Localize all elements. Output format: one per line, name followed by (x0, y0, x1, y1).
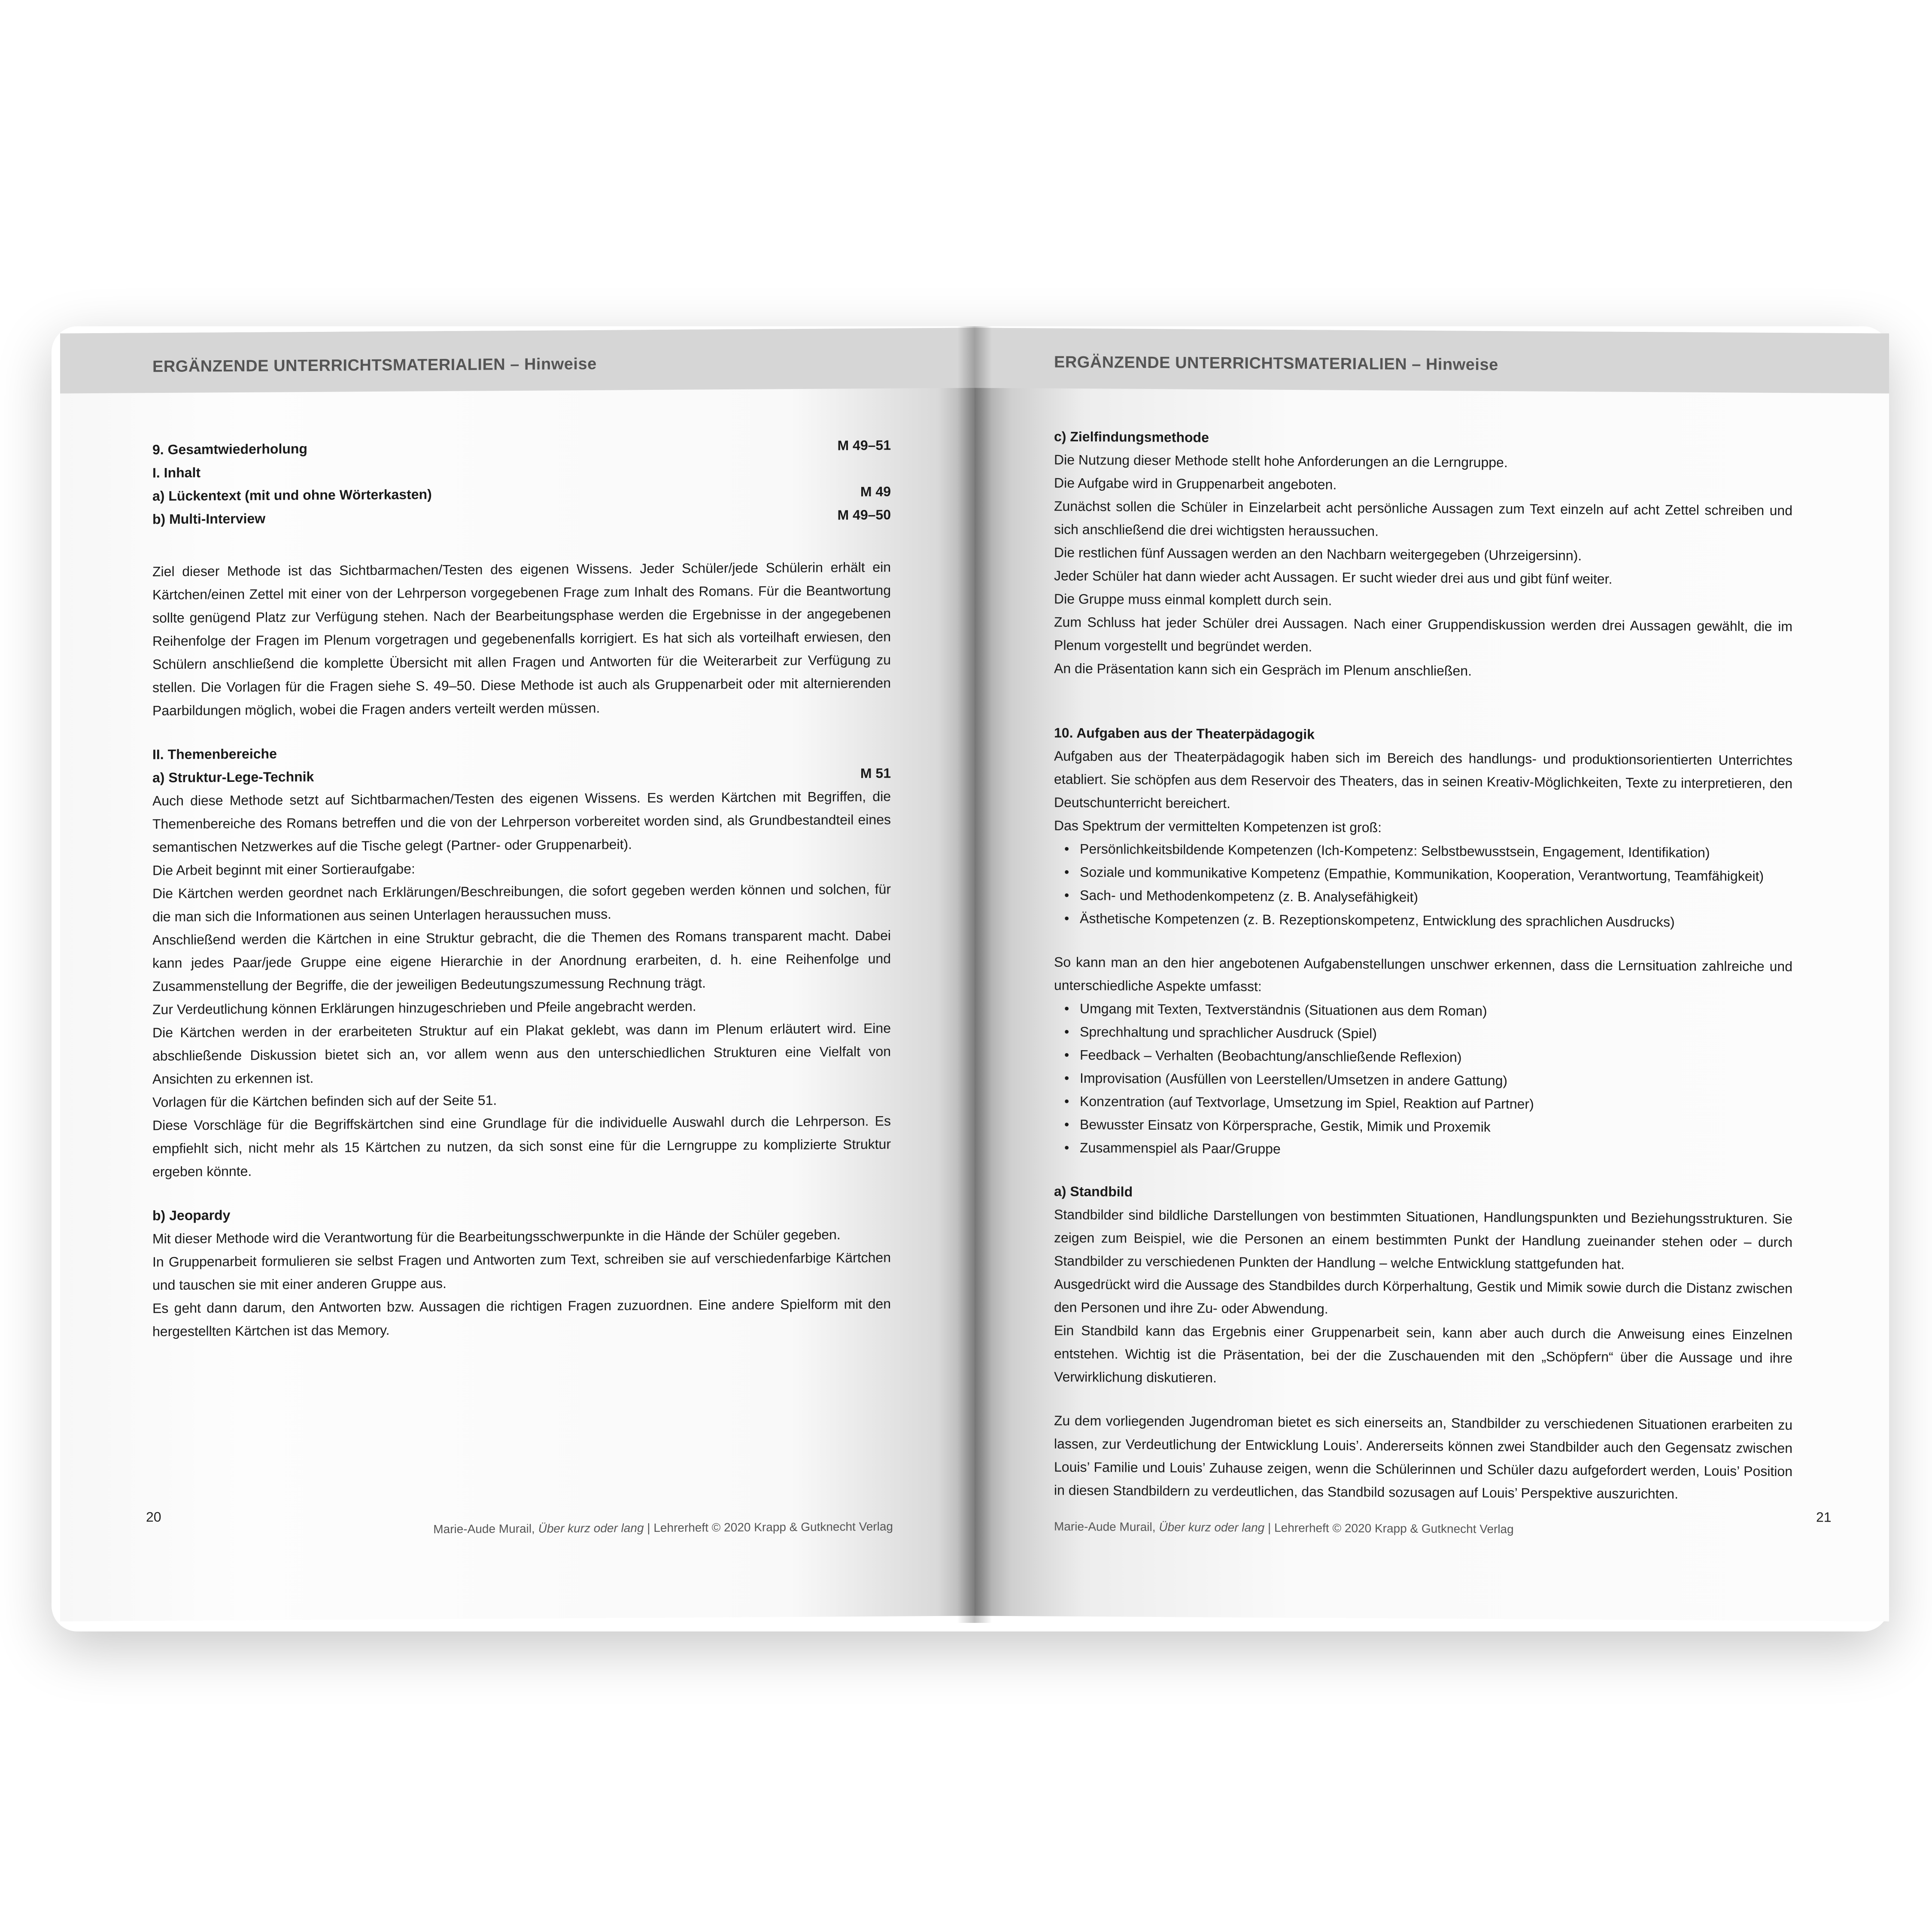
struktur-line: Diese Vorschläge für die Begriffskärtchen sind eine Grundlage für die individuelle Auswahl durch die Lehrperson. Es empfiehlt sich, nicht mehr als 15 Kärtchen zu nutzen, da sich sonst eine für die Lerngruppe zu komplizierte Struktur ergeben könnte. (152, 1113, 891, 1180)
zielfindung-line: Zunächst sollen die Schüler in Einzelarbeit acht persönliche Aussagen zum Text einzeln auf acht Zettel schreiben und sich anschließend die drei wichtigsten heraussuchen. (1054, 498, 1792, 539)
lueckentext-ref: M 49 (860, 483, 891, 500)
struktur-title: a) Struktur-Lege-Technik (152, 769, 314, 786)
zielfindung-line: Zum Schluss hat jeder Schüler drei Aussagen. Nach einer Gruppendiskussion werden drei Aussagen gewählt, die im Plenum vorgestellt und begründet werden. (1054, 614, 1792, 655)
kompetenzen-list (1054, 837, 1792, 935)
lueckentext-title: a) Lückentext (mit und ohne Wörterkasten) (152, 486, 432, 504)
struktur-line: Vorlagen für die Kärtchen befinden sich auf der Seite 51. (152, 1092, 497, 1110)
footer-credit (1054, 1520, 1514, 1537)
footer-credit (433, 1520, 893, 1537)
aspekte-list (1054, 997, 1792, 1164)
list-item: • Umgang mit Texten, Textverständnis (Situationen aus dem Roman) (1080, 997, 1792, 1024)
list-item: • Persönlichkeitsbildende Kompetenzen (Ich-Kompetenz: Selbstbewusstsein, Engagement, Identifikation) (1080, 837, 1792, 865)
struktur-line: Auch diese Methode setzt auf Sichtbarmachen/Testen des eigenen Wissens. Es werden Kärtchen mit Begriffen, die Themenbereiche des Romans betreffen und die von der Lehrperson vorbereitet worden sind, als Grundbestandteil eines semantischen Netzwerkes auf die Tische gelegt (Partner- oder Gruppenarbeit). (152, 788, 891, 855)
right-content (1054, 425, 1792, 1507)
zielfindung-heading: c) Zielfindungsmethode (1054, 428, 1209, 445)
inhalt-heading: I. Inhalt (152, 465, 200, 481)
header-title: ERGÄNZENDE UNTERRICHTSMATERIALIEN – Hinweise (1054, 353, 1498, 374)
jugendroman-text: Zu dem vorliegenden Jugendroman bietet es sich einerseits an, Standbilder zu verschiedenen Situationen erarbeiten zu lassen, zur Verdeutlichung der Entwicklung Louis’. Andererseits können zwei Standbilder auch den Gegensatz zwischen Louis’ Familie und Louis’ Zuhause zeigen, wenn die Schülerinnen und Schüler dazu aufgefordert werden, Louis’ Position in diesen Standbildern zu verdeutlichen, das Standbild sozusagen auf Louis’ Perspektive auszurichten. (1054, 1413, 1792, 1502)
zielfindung-line: Die restlichen fünf Aussagen werden an den Nachbarn weitergegeben (Uhrzeigersinn). (1054, 544, 1582, 564)
theater-heading: 10. Aufgaben aus der Theaterpädagogik (1054, 725, 1315, 742)
standbild-line: Ausgedrückt wird die Aussage des Standbildes durch Körperhaltung, Gestik und Mimik sowie durch die Distanz zwischen den Personen und ihre Zu- oder Abwendung. (1054, 1276, 1792, 1317)
list-item: • Zusammenspiel als Paar/Gruppe (1080, 1136, 1792, 1163)
jeopardy-line: In Gruppenarbeit formulieren sie selbst Fragen und Antworten zum Text, schreiben sie auf verschiedenfarbige Kärtchen und tauschen sie mit einer anderen Gruppe aus. (152, 1249, 891, 1293)
struktur-line: Zur Verdeutlichung können Erklärungen hinzugeschrieben und Pfeile angebracht werden. (152, 998, 696, 1018)
footer-author: Marie-Aude Murail, (1054, 1519, 1159, 1534)
list-item: • Soziale und kommunikative Kompetenz (Empathie, Kommunikation, Kooperation, Verantwortung, Teamfähigkeit) (1080, 860, 1792, 888)
theater-intro: Aufgaben aus der Theaterpädagogik haben sich im Bereich des handlungs- und produktionsorientierten Unterrichtes etabliert. Sie schöpfen aus dem Reservoir des Theaters, das in seinen Kreativ-Möglichkeiten, Texte zu interpretieren, den Deutschunterricht bereichert. (1054, 748, 1792, 811)
jeopardy-line: Es geht dann darum, den Antworten bzw. Aussagen die richtigen Fragen zuzuordnen. Eine andere Spielform mit den hergestellten Kärtchen ist das Memory. (152, 1296, 891, 1340)
zielfindung-line: Die Aufgabe wird in Gruppenarbeit angeboten. (1054, 475, 1337, 492)
left-content (152, 434, 891, 1343)
list-item: • Ästhetische Kompetenzen (z. B. Rezeptionskompetenz, Entwicklung des sprachlichen Ausdrucks) (1080, 907, 1792, 934)
list-item: • Sprechhaltung und sprachlicher Ausdruck (Spiel) (1080, 1020, 1792, 1048)
footer-book-title: Über kurz oder lang (1159, 1520, 1265, 1534)
list-item: • Sach- und Methodenkompetenz (z. B. Analysefähigkeit) (1080, 884, 1792, 911)
list-item: • Feedback – Verhalten (Beobachtung/anschließende Reflexion) (1080, 1043, 1792, 1071)
struktur-line: Anschließend werden die Kärtchen in eine Struktur gebracht, die die Themen des Romans transparent macht. Dabei kann jedes Paar/jede Gruppe eine eigene Hierarchie in der Anordnung erarbeiten, d. h. eine Reihenfolge und Zusammenstellung der Begriffe, die der jeweiligen Bedeutungszumessung Rechnung trägt. (152, 927, 891, 994)
struktur-line: Die Arbeit beginnt mit einer Sortieraufgabe: (152, 861, 415, 878)
zielfindung-line: An die Präsentation kann sich ein Gespräch im Plenum anschließen. (1054, 660, 1472, 679)
page-number: 21 (1816, 1509, 1832, 1525)
zielfindung-line: Die Gruppe muss einmal komplett durch sein. (1054, 591, 1332, 608)
struktur-ref: M 51 (860, 765, 891, 781)
zielfindung-line: Jeder Schüler hat dann wieder acht Aussagen. Er sucht wieder drei aus und gibt fünf weiter. (1054, 568, 1613, 587)
standbild-heading: a) Standbild (1054, 1183, 1133, 1200)
standbild-line: Standbilder sind bildliche Darstellungen von bestimmten Situationen, Handlungspunkten und Beziehungsstrukturen. Sie zeigen zum Beispiel, wie die Personen an einem bestimmten Punkt der Handlung zueinander stehen oder – durch Standbilder zu verschiedenen Punkten der Handlung – welche Entwicklung stattgefunden hat. (1054, 1206, 1792, 1272)
themen-heading: II. Themenbereiche (152, 746, 277, 762)
jeopardy-heading: b) Jeopardy (152, 1207, 231, 1224)
struktur-line: Die Kärtchen werden in der erarbeiteten Struktur auf ein Plakat geklebt, was dann im Plenum erläutert wird. Eine abschließende Diskussion bietet sich an, vor allem wenn aus den unterschiedlichen Strukturen eine Vielfalt von Ansichten zu erkennen ist. (152, 1020, 891, 1087)
page-number: 20 (146, 1509, 161, 1525)
list-item: • Bewusster Einsatz von Körpersprache, Gestik, Mimik und Proxemik (1080, 1113, 1792, 1140)
multi-interview-ref: M 49–50 (837, 507, 891, 523)
jeopardy-line: Mit dieser Methode wird die Verantwortung für die Bearbeitungsschwerpunkte in die Hände der Schüler gegeben. (152, 1227, 841, 1247)
so-kann-text: So kann man an den hier angebotenen Aufgabenstellungen unschwer erkennen, dass die Lernsituation zahlreiche und unterschiedliche Aspekte umfasst: (1054, 954, 1792, 994)
spektrum-text: Das Spektrum der vermittelten Kompetenzen ist groß: (1054, 817, 1382, 835)
multi-interview-title: b) Multi-Interview (152, 510, 266, 527)
zielfindung-line: Die Nutzung dieser Methode stellt hohe Anforderungen an die Lerngruppe. (1054, 452, 1508, 471)
standbild-line: Ein Standbild kann das Ergebnis einer Gruppenarbeit sein, kann aber auch durch die Anweisung eines Einzelnen entstehen. Wichtig ist die Präsentation, bei der die Zuschauenden mit den „Schöpfern“ über die Aussage und ihre Verwirklichung diskutieren. (1054, 1322, 1792, 1385)
section-9-title: 9. Gesamtwiederholung (152, 440, 307, 458)
footer-publisher: | Lehrerheft © 2020 Krapp & Gutknecht Verlag (644, 1519, 893, 1535)
list-item: • Konzentration (auf Textvorlage, Umsetzung im Spiel, Reaktion auf Partner) (1080, 1090, 1792, 1117)
multi-interview-text: Ziel dieser Methode ist das Sichtbarmachen/Testen des eigenen Wissens. Jeder Schüler/jede Schülerin erhält ein Kärtchen/einen Zettel mit einer von der Lehrperson vorgegebenen Frage zum Inhalt des Romans. Für die Beantwortung sollte genügend Platz zur Verfügung stehen. Nach der Bearbeitungsphase werden die Ergebnisse in der angegebenen Reihenfolge der Fragen im Plenum vorgetragen und gegebenenfalls korrigiert. Es hat sich als vorteilhaft erwiesen, den Schülern anschließend die komplette Übersicht mit allen Fragen und Antworten für die Weiterarbeit zur Verfügung zu stellen. Die Vorlagen für die Fragen siehe S. 49–50. Diese Methode ist auch als Gruppenarbeit oder mit alternierenden Paarbildungen möglich, wobei die Fragen anders verteilt werden müssen. (152, 559, 891, 719)
header-title: ERGÄNZENDE UNTERRICHTSMATERIALIEN – Hinweise (152, 355, 597, 376)
list-item: • Improvisation (Ausfüllen von Leerstellen/Umsetzen in andere Gattung) (1080, 1066, 1792, 1094)
footer-publisher: | Lehrerheft © 2020 Krapp & Gutknecht Verlag (1264, 1521, 1514, 1536)
footer-author: Marie-Aude Murail, (433, 1522, 538, 1536)
left-page (60, 328, 975, 1621)
section-9-ref: M 49–51 (837, 437, 891, 453)
footer-book-title: Über kurz oder lang (538, 1521, 644, 1535)
right-page (975, 328, 1889, 1621)
struktur-line: Die Kärtchen werden geordnet nach Erklärungen/Beschreibungen, die sofort gegeben werden können und solchen, für die man sich die Informationen aus seinen Unterlagen heraussuchen muss. (152, 881, 891, 925)
